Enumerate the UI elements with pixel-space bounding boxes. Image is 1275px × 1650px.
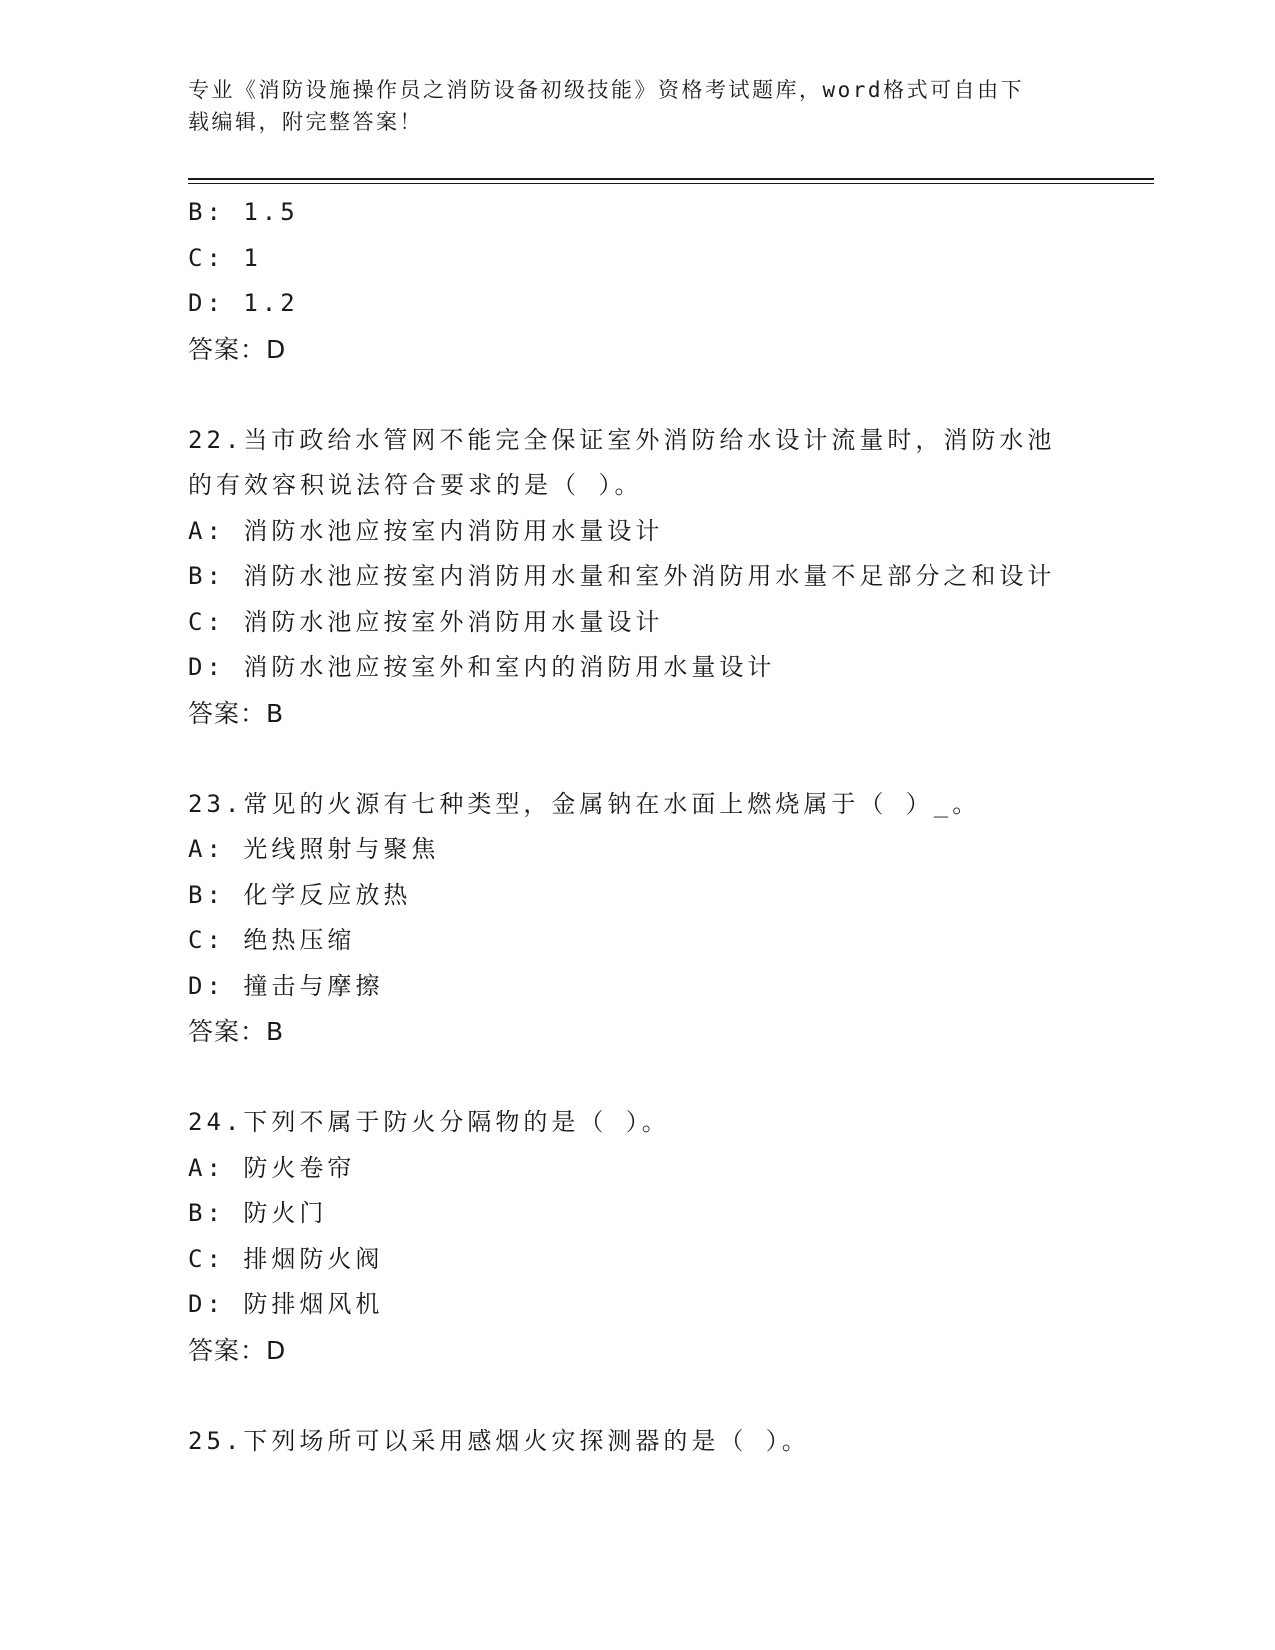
option-b: B: 化学反应放热 xyxy=(188,880,412,909)
question-stem-continued: 的有效容积说法符合要求的是（ ）。 xyxy=(188,471,643,499)
spacer xyxy=(188,1373,1154,1419)
question-24 xyxy=(188,1100,1154,1373)
question-stem: 23.常见的火源有七种类型，金属钠在水面上燃烧属于（ ）_。 xyxy=(188,789,981,818)
option-c: C: 消防水池应按室外消防用水量设计 xyxy=(188,607,664,636)
header-divider-thick xyxy=(188,178,1154,180)
option-b: B: 1.5 xyxy=(188,198,299,226)
answer-label: 答案：B xyxy=(188,1017,285,1046)
option-a: A: 光线照射与聚焦 xyxy=(188,835,440,863)
question-stem: 22.当市政给水管网不能完全保证室外消防给水设计流量时，消防水池 xyxy=(188,425,1056,454)
question-22 xyxy=(188,418,1154,737)
question-23 xyxy=(188,782,1154,1055)
option-c: C: 排烟防火阀 xyxy=(188,1244,384,1273)
header-divider-thin xyxy=(188,183,1154,184)
question-stem: 24.下列不属于防火分隔物的是（ ）。 xyxy=(188,1108,670,1136)
spacer xyxy=(188,736,1154,782)
question-21-continued xyxy=(188,190,1154,372)
option-b: B: 防火门 xyxy=(188,1199,328,1227)
option-a: A: 消防水池应按室内消防用水量设计 xyxy=(188,516,664,545)
option-d: D: 消防水池应按室外和室内的消防用水量设计 xyxy=(188,653,776,681)
header-line-2: 载编辑，附完整答案！ xyxy=(188,110,423,134)
option-d: D: 撞击与摩擦 xyxy=(188,971,384,1000)
option-a: A: 防火卷帘 xyxy=(188,1153,356,1182)
option-d: D: 防排烟风机 xyxy=(188,1290,384,1318)
document-header xyxy=(188,74,1088,138)
option-b: B: 消防水池应按室内消防用水量和室外消防用水量不足部分之和设计 xyxy=(188,562,1056,590)
spacer xyxy=(188,1055,1154,1101)
spacer xyxy=(188,372,1154,418)
answer-label: 答案：D xyxy=(188,1335,287,1365)
header-line-1: 专业《消防设施操作员之消防设备初级技能》资格考试题库，word格式可自由下 xyxy=(188,78,1025,102)
answer-label: 答案：D xyxy=(188,334,287,364)
answer-label: 答案：B xyxy=(188,698,285,728)
option-c: C: 绝热压缩 xyxy=(188,926,356,954)
question-list xyxy=(188,190,1154,1464)
option-d: D: 1.2 xyxy=(188,289,299,317)
option-c: C: 1 xyxy=(188,243,262,272)
question-25 xyxy=(188,1419,1154,1465)
question-stem: 25.下列场所可以采用感烟火灾探测器的是（ ）。 xyxy=(188,1426,810,1455)
